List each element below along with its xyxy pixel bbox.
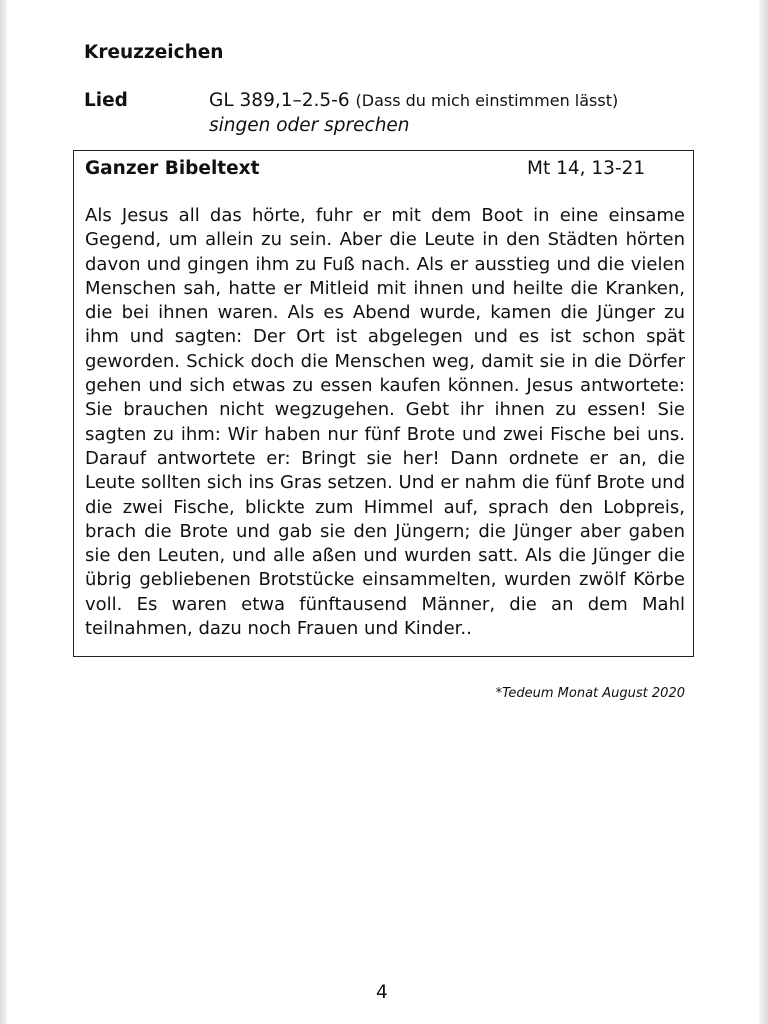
lied-note: singen oder sprechen — [209, 115, 410, 136]
bible-text-box — [73, 150, 694, 657]
bible-passage: Als Jesus all das hörte, fuhr er mit dem Boot in eine einsame Gegend, um allein zu sein. Aber die Leute in den Städten hörten davon und gingen ihm zu Fuß nach. Als er ausstieg und die vielen Menschen sah, hatte er Mitleid mit ihnen und heilte die Kranken, die bei ihnen waren. Als es Abend wurde, kamen die Jünger zu ihm und sagten: Der Ort ist abgelegen und es ist schon spät geworden. Schick doch die Menschen weg, damit sie in die Dörfer gehen und sich etwas zu essen kaufen können. Jesus antwortete: Sie brauchen nicht wegzugehen. Gebt ihr ihnen zu essen! Sie sagten zu ihm: Wir haben nur fünf Brote und zwei Fische bei uns. Darauf antwortete er: Bringt sie her! Dann ordnete er an, die Leute sollten sich ins Gras setzen. Und er nahm die fünf Brote und die zwei Fische, blickte zum Himmel auf, sprach den Lobpreis, brach die Brote und gab sie den Jüngern; die Jünger aber gaben sie den Leuten, und alle aßen und wurden satt. Als die Jünger die übrig gebliebenen Brotstücke einsammelten, wurden zwölf Körbe voll. Es waren etwa fünftausend Männer, die an dem Mahl teilnahmen, dazu noch Frauen und Kinder.. — [85, 205, 685, 640]
lied-label: Lied — [84, 90, 128, 111]
lied-reference: GL 389,1–2.5-6 — [209, 90, 350, 111]
lied-line — [209, 90, 618, 112]
lied-title: (Dass du mich einstimmen lässt) — [355, 91, 619, 110]
source-note: *Tedeum Monat August 2020 — [495, 686, 685, 701]
bible-title: Ganzer Bibeltext — [85, 158, 260, 179]
page-edge-right — [759, 0, 768, 1024]
page-number: 4 — [376, 982, 388, 1003]
page-edge-left — [0, 0, 7, 1024]
bible-reference: Mt 14, 13-21 — [527, 158, 646, 179]
section-heading: Kreuzzeichen — [84, 42, 224, 63]
